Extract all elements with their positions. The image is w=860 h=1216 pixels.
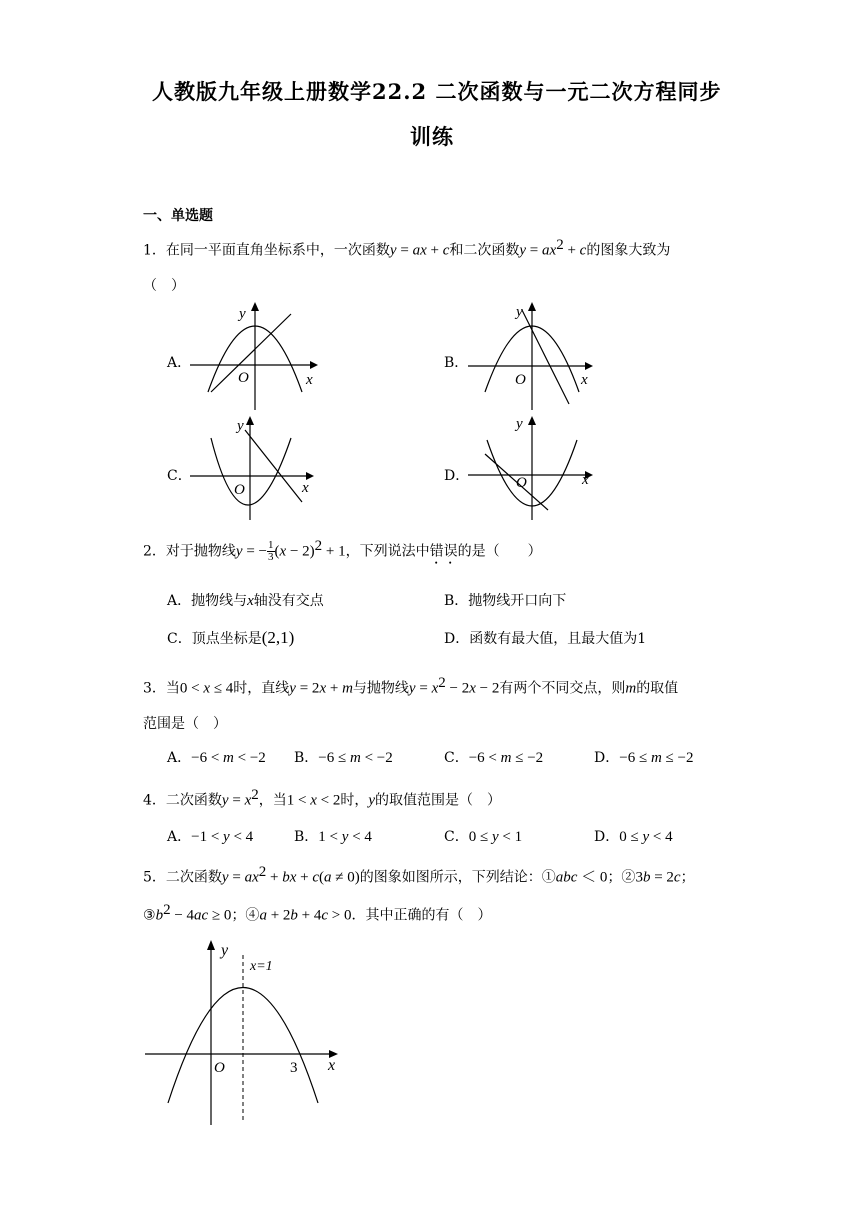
origin-label: O bbox=[516, 475, 527, 491]
stem-text: 二次函数 bbox=[165, 869, 222, 886]
stem-text: 对于抛物线 bbox=[165, 543, 236, 560]
question-1-paren: （ ） bbox=[143, 278, 185, 294]
graph-option-a bbox=[185, 298, 325, 416]
question-2-option-d: D．函数有最大值，且最大值为1 bbox=[444, 631, 647, 647]
stem-text: 二次函数 bbox=[165, 792, 222, 809]
stem-text: ，当 bbox=[258, 792, 287, 809]
option-d: D．−6 ≤ m ≤ −2 bbox=[594, 750, 694, 766]
stem-text: ；② bbox=[607, 869, 636, 886]
question-3-stem-line2: 范围是（ ） bbox=[143, 716, 227, 732]
origin-label: O bbox=[234, 482, 245, 498]
linear-function: y bbox=[389, 242, 397, 259]
option-c: C．−6 < m ≤ −2 bbox=[444, 750, 544, 766]
option-b: B．1 < y < 4 bbox=[294, 829, 372, 845]
stem-text: 的图象如图所示，下列结论：① bbox=[359, 869, 556, 886]
x-axis-label: x bbox=[582, 472, 589, 488]
stem-text: 在同一平面直角坐标系中，一次函数 bbox=[165, 242, 390, 259]
y-axis-label: y bbox=[516, 304, 523, 320]
origin-label: O bbox=[238, 370, 249, 386]
y-axis-label: y bbox=[239, 306, 246, 322]
question-5-graph bbox=[140, 935, 350, 1130]
root-label: 3 bbox=[290, 1060, 298, 1076]
question-3-stem: 3．当0 < x ≤ 4时，直线y = 2x + m与抛物线$y = x^2 - 2x - 2$有两个不同交点，则m的取值 bbox=[143, 675, 679, 697]
x-axis-label: x bbox=[302, 480, 309, 496]
question-1-stem: 1．在同一平面直角坐标系中，一次函数y = ax + c和二次函数$y = ax^2 + c$的图象大致为 bbox=[143, 237, 671, 259]
question-2-option-b: B．抛物线开口向下 bbox=[444, 593, 567, 609]
question-number: 1． bbox=[143, 242, 166, 259]
question-2-option-a: A．抛物线与x轴没有交点 bbox=[167, 593, 324, 609]
x-axis-label: x bbox=[306, 372, 313, 388]
origin-label: O bbox=[515, 372, 526, 388]
question-2-stem: 2．对于抛物线y = − $\frac{1}{3}$ $(x - 2)^2 + 1$，下列说法中错误的是（ ） bbox=[143, 538, 542, 564]
option-a: A．−6 < m < −2 bbox=[167, 750, 266, 766]
stem-text: 时，直线 bbox=[233, 680, 290, 697]
y-axis-label: y bbox=[516, 416, 523, 432]
symmetry-axis-label: x=1 bbox=[250, 959, 273, 974]
question-number: 2． bbox=[143, 543, 166, 560]
question-2-option-c: C．顶点坐标是(2,1) bbox=[167, 628, 295, 647]
page-title-line2: 训练 bbox=[410, 124, 454, 149]
page-title: 人教版九年级上册数学22.2 二次函数与一元二次方程同步 bbox=[152, 79, 722, 104]
stem-text: ；④ bbox=[231, 907, 260, 924]
option-label-c: C． bbox=[167, 468, 192, 484]
question-number: 5． bbox=[143, 869, 166, 886]
stem-text: 当 bbox=[165, 680, 180, 697]
option-label-b: B． bbox=[444, 355, 469, 371]
fraction: $\frac{1}{3}$ bbox=[268, 539, 274, 564]
graph-option-c bbox=[185, 412, 325, 522]
quadratic-function: y bbox=[519, 242, 527, 259]
stem-text: ③ bbox=[143, 907, 156, 924]
stem-text: ．其中正确的有（ ） bbox=[351, 907, 492, 924]
stem-text: 有两个不同交点，则 bbox=[499, 680, 626, 697]
question-number: 4． bbox=[143, 792, 166, 809]
stem-text: 的图象大致为 bbox=[586, 242, 671, 259]
option-d: D．0 ≤ y < 4 bbox=[594, 829, 673, 845]
section-heading: 一、单选题 bbox=[143, 208, 213, 224]
stem-text: 时， bbox=[340, 792, 369, 809]
stem-text: ； bbox=[680, 869, 695, 886]
emphasis-text: 错误 bbox=[429, 543, 458, 560]
option-c: C．0 ≤ y < 1 bbox=[444, 829, 523, 845]
y-axis-label: y bbox=[221, 942, 229, 959]
stem-text: 与抛物线 bbox=[352, 680, 409, 697]
graph-option-d bbox=[462, 412, 600, 524]
option-b: B．−6 ≤ m < −2 bbox=[294, 750, 393, 766]
question-5-stem: 5．二次函数$y = ax^2$ + bx + c(a ≠ 0)的图象如图所示，下列结论：①abc ＜ 0；②3b = 2c； bbox=[143, 864, 695, 886]
option-label-d: D． bbox=[444, 468, 470, 484]
question-4-stem: 4．二次函数$y = x^2$，当1 < x < 2时，y的取值范围是（ ） bbox=[143, 787, 502, 809]
x-axis-label: x bbox=[581, 372, 588, 388]
stem-text: ，下列说法中 bbox=[345, 543, 430, 560]
origin-label: O bbox=[214, 1060, 225, 1076]
question-5-stem-line2: $③b^2 - 4ac \ge 0$；④a + 2b + 4c > 0．其中正确的有（ ） bbox=[143, 902, 492, 924]
stem-text: 的取值 bbox=[636, 680, 679, 697]
y-axis-label: y bbox=[237, 418, 244, 434]
option-label-a: A． bbox=[167, 355, 192, 371]
graph-option-b bbox=[462, 298, 600, 416]
x-axis-label: x bbox=[328, 1057, 336, 1074]
option-a: A．−1 < y < 4 bbox=[167, 829, 254, 845]
stem-text: 的是（ ） bbox=[457, 543, 542, 560]
stem-text: 的取值范围是（ ） bbox=[375, 792, 502, 809]
question-number: 3． bbox=[143, 680, 166, 697]
stem-text: 和二次函数 bbox=[449, 242, 520, 259]
